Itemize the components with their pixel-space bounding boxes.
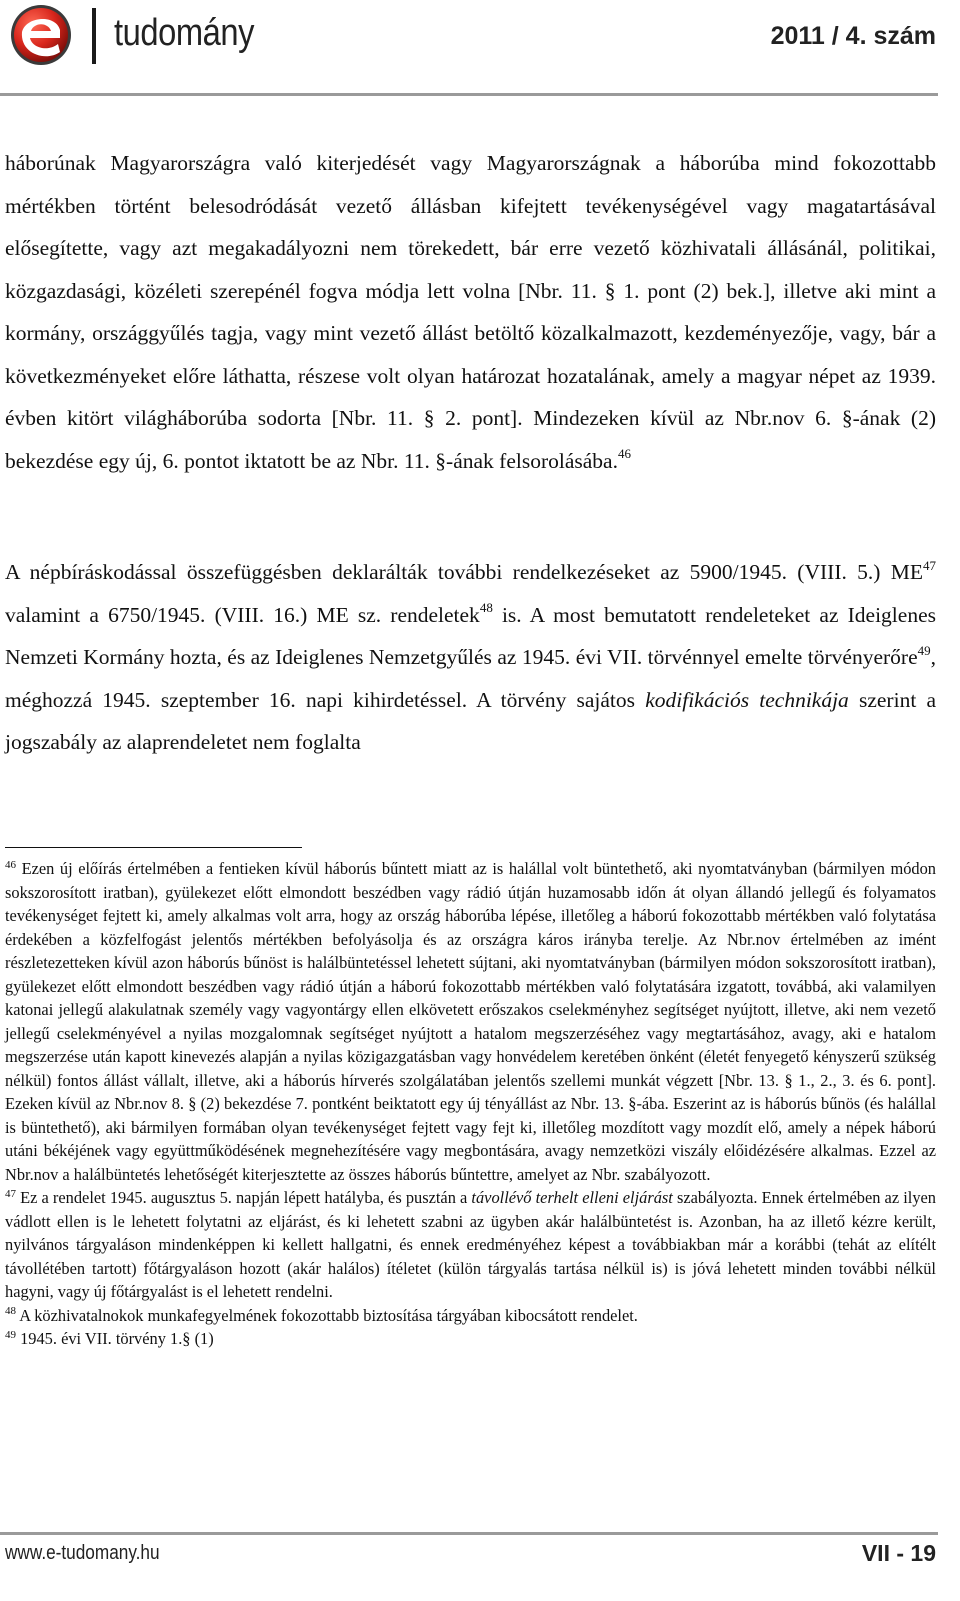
footnote-ref-46[interactable]: 46 (617, 446, 631, 462)
footnote-number: 46 (5, 858, 16, 871)
footnote-number: 49 (5, 1328, 16, 1341)
footnote-text: A közhivatalnokok munkafegyelmének fokozottabb biztosítása tárgyában kibocsátott rendelet. (16, 1305, 638, 1325)
footnotes (5, 857, 936, 1351)
site-name: tudomány (114, 12, 255, 54)
emphasized-term: kodifikációs technikája (645, 687, 849, 712)
page-header (0, 0, 960, 100)
paragraph-text: , méghozzá 1945. szeptember 16. napi kihirdetéssel. A törvény sajátos (5, 645, 936, 712)
header-separator (92, 8, 96, 64)
footnote-text: szabályozta. Ennek értelmében az ilyen vádlott ellen is le lehetett folytatni az eljárást, és ki lehetett szabni az ügyben akár halálbüntetést is. Azonban, ha az illető kézre került, nyilvános tárgyaláson mindenképpen ki kellett hallgatni, és ennek eredményéhez képest a továbbiakban már a korábbi (tehát az elítélt távollétében tartott) főtárgyaláson hozott (akár halálos) ítéletet (külön tárgyalás tartása nélkül is) is jóvá lehetett minden további nélkül hagyni, vagy új főtárgyalást is el lehetett rendelni. (5, 1188, 936, 1301)
paragraph-text: A népbíráskodással összefüggésben deklarálták további rendelkezéseket az 5900/1945. (VIII. 5.) ME (5, 560, 923, 584)
body-paragraph-2 (5, 551, 936, 764)
body-paragraph-1 (5, 142, 936, 482)
footnote-number: 47 (5, 1187, 16, 1200)
paragraph-text: valamint a 6750/1945. (VIII. 16.) ME sz. rendeletek (5, 602, 480, 627)
footnote-46 (5, 857, 936, 1186)
footnote-49 (5, 1327, 936, 1351)
footnote-text: Ez a rendelet 1945. augusztus 5. napján lépett hatályba, és pusztán a (16, 1188, 472, 1207)
footnote-number: 48 (5, 1305, 16, 1318)
footnote-ref-48[interactable]: 48 (479, 600, 493, 616)
footnote-ref-49[interactable]: 49 (917, 642, 931, 658)
footer-rule (0, 1532, 938, 1535)
footnote-47 (5, 1186, 936, 1304)
footnote-48 (5, 1304, 936, 1328)
footnote-text: Ezen új előírás értelmében a fentieken kívül háborús bűntett miatt az is halállal volt büntethető, aki nyomtatványban (bármilyen módon sokszorosított iratban), gyülekezet előtt elmondott beszédben vagy rádió útján huzamosabb időn át olyan állandó jellegű és folyamatos tevékenységet fejtett ki, amely alkalmas volt arra, hogy az ország háborúba lépése, illetőleg a háború fokozottabb mértékben való folytatása érdekében a közfelfogást jelentős mértékben befolyásolja és az országra káros irányba terelje. Az Nbr.nov értelmében az imént részletezetteken kívül azon háborús bűnöst is halálbüntetéssel lehetett sújtani, aki nyomtatványban (bármilyen módon sokszorosított iratban), gyülekezet előtt elmondott beszédben vagy rádió útján a háború fokozottabb mértékben való folytatására izgatott, továbbá, aki valamilyen katonai jellegű alakulatnak személy vagy vagyontárgy ellen elkövetett erőszakos cselekményhez segítséget nyújtott, illetve, aki nem vezető jellegű cselekményével a nyilas mozgalomnak segítséget nyújtott a hatalom megszerzéséhez vagy megtartásához, avagy, aki e hatalom megszerzése után kapott kinevezés alapján a nyilas közigazgatásban vagy honvédelem keretében önként (életét fenyegető kényszerű szükség nélkül) fontos állást vállalt, illetve, aki a háborús hírverés szolgálatában jelentős szellemi munkát végzett [Nbr. 13. § 1., 2., 3. és 6. pont]. Ezeken kívül az Nbr.nov 8. § (2) bekezdése 7. pontként beiktatott egy új tényállást az Nbr. 13. §-ába. Eszerint az is háborús bűnös (és halállal is büntethető), aki bármilyen formában olyan tevékenységet fejtett vagy fejt ki, illetőleg mozdított vagy mozdít elő, amely a népek háború utáni békéjének vagy együttműködésének megnehezítésére vagy megbontására, avagy nemzetközi viszály előidézésére alkalmas. Ezzel az Nbr.nov a halálbüntetés lehetőségét kiterjesztette az összes háborús bűntettre, amelyet az Nbr. szabályozott. (5, 859, 936, 1184)
paragraph-text: háborúnak Magyarországra való kiterjedését vagy Magyarországnak a háborúba mind fokozottabb mértékben történt belesodródását vezető állásban kifejtett tevékenységével vagy magatartásával elősegítette, vagy azt megakadályozni nem törekedett, bár erre vezető közhivatali állásánál, politikai, közgazdasági, közéleti szerepénél fogva módja lett volna [Nbr. 11. § 1. pont (2) bek.], illetve aki mint a kormány, országgyűlés tagja, vagy mint vezető állást betöltő közalkalmazott, kezdeményezője, vagy, bár a következményeket előre láthatta, részese volt olyan határozat hozatalának, amely a magyar népet az 1939. évben kitört világháborúba sodorta [Nbr. 11. § 2. pont]. Mindezeken kívül az Nbr.nov 6. §-ának (2) bekezdése egy új, 6. pontot iktatott be az Nbr. 11. §-ának felsorolásába. (5, 151, 936, 473)
footnote-separator (5, 847, 302, 848)
header-rule (0, 93, 938, 96)
paragraph-text: is. A most bemutatott rendeleteket az Ideiglenes Nemzeti Kormány hozta, és az Ideiglenes Nemzetgyűlés az 1945. évi VII. törvénnyel emelte törvényerőre (5, 602, 936, 669)
issue-number: 2011 / 4. szám (770, 22, 936, 50)
page-number: VII - 19 (861, 1540, 936, 1566)
e-tudomany-logo (8, 2, 74, 68)
site-url-link[interactable]: www.e-tudomany.hu (5, 1542, 160, 1564)
footnote-ref-47[interactable]: 47 (923, 557, 936, 573)
footnote-text: 1945. évi VII. törvény 1.§ (1) (16, 1329, 214, 1348)
emphasized-term: távollévő terhelt elleni eljárást (471, 1188, 673, 1207)
paragraph-text: szerint a jogszabály az alaprendeletet nem foglalta (5, 687, 936, 754)
